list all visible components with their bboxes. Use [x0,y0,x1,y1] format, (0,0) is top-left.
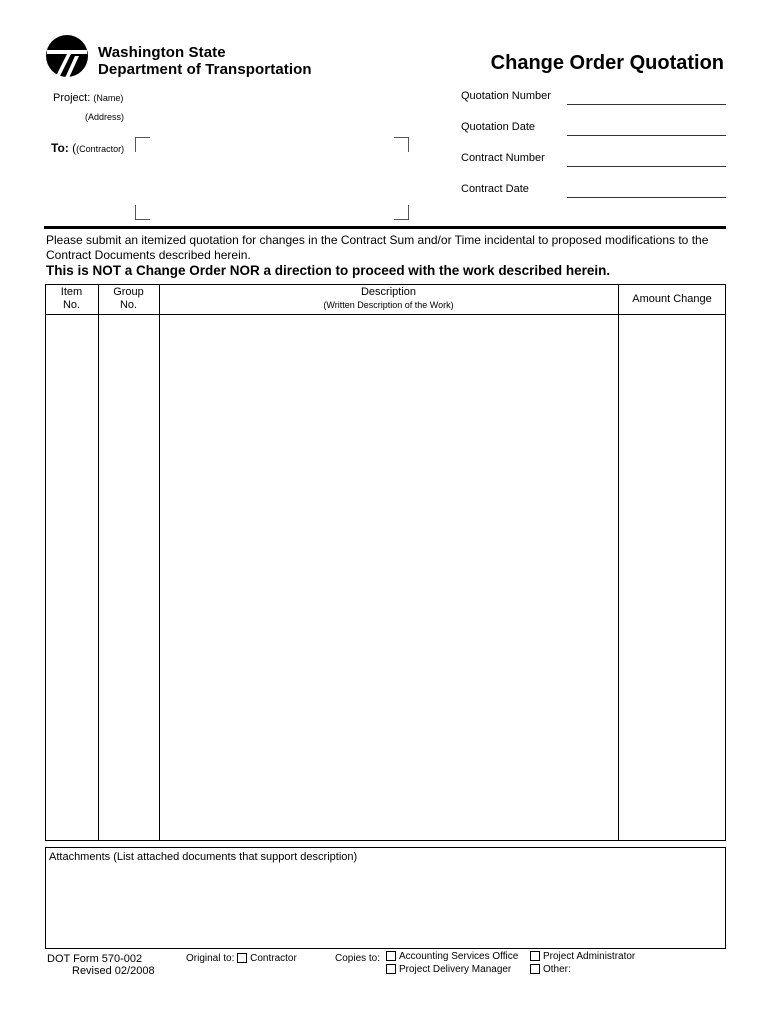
header-item-no [45,286,98,312]
contractor-address-area[interactable] [150,140,390,216]
copies-to-label: Copies to: [335,953,381,964]
contract-date-label: Contract Date [461,183,529,195]
copy-accounting-row [386,951,518,963]
other-label: Other: [543,964,571,975]
project-label-row [53,92,123,104]
header-description [159,286,618,312]
group-no-column-area[interactable] [99,315,158,840]
description-column-area[interactable] [160,315,617,840]
amount-change-column-area[interactable] [619,315,725,840]
to-contractor-hint: (Contractor) [76,144,125,154]
project-name-hint: (Name) [93,93,124,103]
project-address-hint: (Address) [85,112,125,122]
section-divider [44,226,726,229]
header-group-line2: No. [119,299,138,311]
to-label: To: [51,141,69,155]
to-label-row [51,141,124,155]
contractor-option-label: Contractor [250,953,297,964]
project-label: Project: [53,92,91,104]
agency-name-line1: Washington State [98,44,226,61]
contract-number-label: Contract Number [461,152,545,164]
header-group-line1: Group [113,286,144,298]
original-to-row [186,953,297,965]
other-checkbox[interactable] [530,964,540,974]
quotation-date-label: Quotation Date [461,121,535,133]
project-delivery-manager-checkbox[interactable] [386,964,396,974]
project-delivery-manager-label: Project Delivery Manager [399,964,512,975]
header-amount-change: Amount Change [632,293,712,305]
to-open-paren: ( [72,141,77,155]
revised-date: Revised 02/2008 [72,965,155,977]
contractor-checkbox[interactable] [237,953,247,963]
warning-text: This is NOT a Change Order NOR a direction to proceed with the work described herein. [46,263,611,278]
item-no-column-area[interactable] [46,315,97,840]
copy-project-admin-row [530,951,635,963]
form-number: DOT Form 570-002 [47,953,143,965]
contract-number-field[interactable] [567,166,726,167]
quotation-date-field[interactable] [567,135,726,136]
header-item-line1: Item [60,286,83,298]
header-description-title: Description [360,286,417,298]
copy-other-row [530,964,571,976]
agency-name-line2: Department of Transportation [98,61,312,78]
header-description-sub: (Written Description of the Work) [323,300,454,310]
address-corner-top-right [394,137,409,152]
address-corner-top-left [135,137,150,152]
accounting-services-label: Accounting Services Office [399,951,519,962]
accounting-services-checkbox[interactable] [386,951,396,961]
quotation-number-label: Quotation Number [461,90,551,102]
quotation-number-field[interactable] [567,104,726,105]
copy-delivery-manager-row [386,964,511,976]
contract-date-field[interactable] [567,197,726,198]
project-administrator-checkbox[interactable] [530,951,540,961]
form-title: Change Order Quotation [490,52,724,74]
address-corner-bottom-right [394,205,409,220]
original-to-label: Original to: [186,953,235,964]
header-group-no [98,286,159,312]
address-corner-bottom-left [135,205,150,220]
header-item-line2: No. [62,299,81,311]
wsdot-logo-icon [45,34,89,78]
attachments-label: Attachments (List attached documents that support description) [49,851,358,863]
intro-text: Please submit an itemized quotation for changes in the Contract Sum and/or Time incidental to proposed modifications to the Contract Documents described herein. [46,233,709,262]
project-administrator-label: Project Administrator [543,951,636,962]
